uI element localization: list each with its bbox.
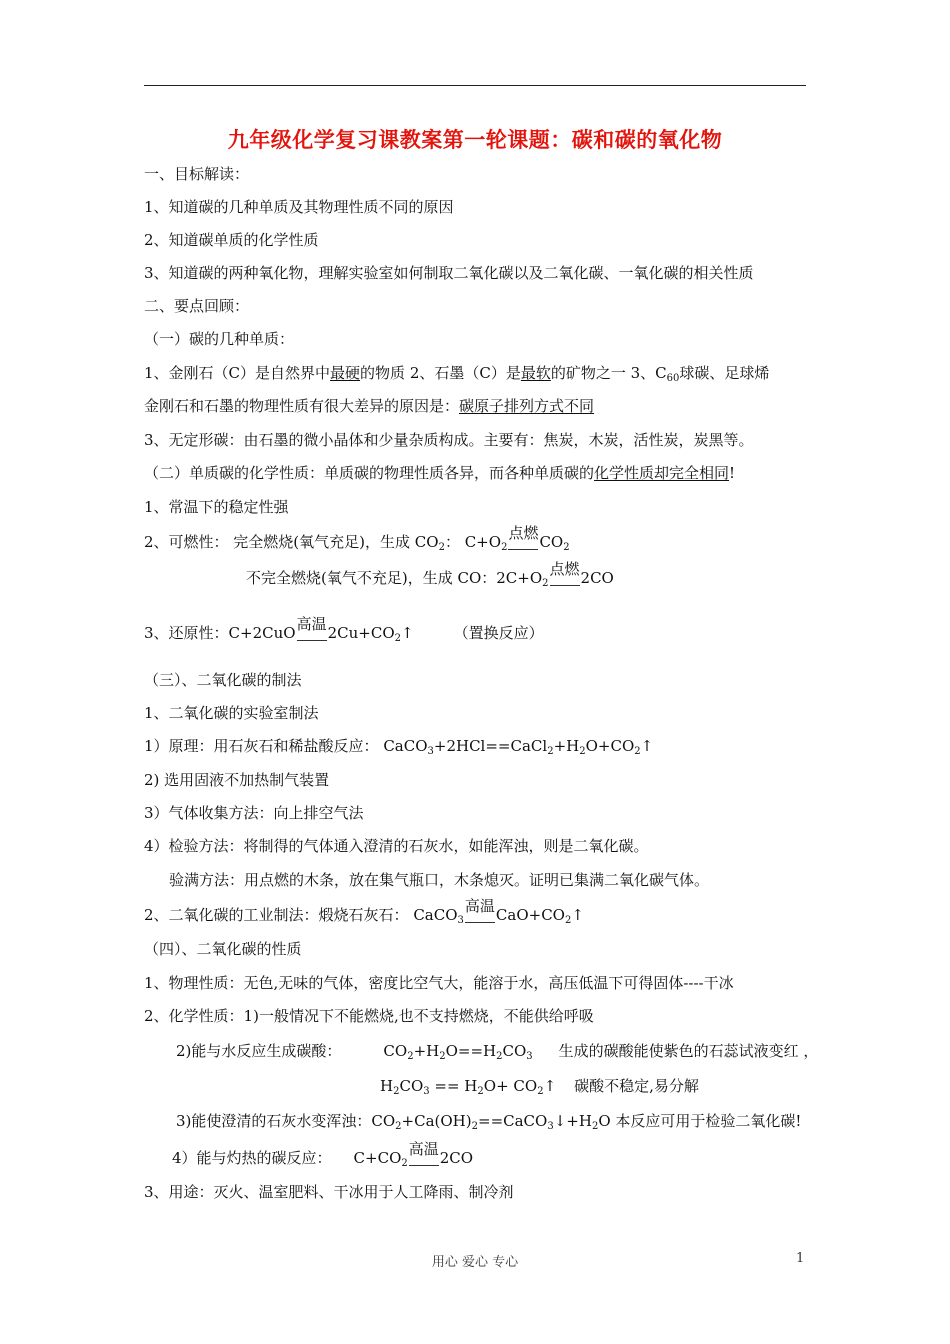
equation-line: $H_2CO_3 == H_2O+$ $CO_2↑$ 碳酸不稳定,易分解 xyxy=(380,1077,699,1097)
goal-item: 1、知道碳的几种单质及其物理性质不同的原因 xyxy=(144,198,454,216)
equation-line: 4）能与灼热的碳反应： $C+CO_2$高温2CO xyxy=(172,1140,474,1169)
page-number: 1 xyxy=(796,1251,805,1266)
underlined-term: 最硬 xyxy=(330,364,361,382)
paragraph-line: 1、二氧化碳的实验室制法 xyxy=(144,704,319,722)
equation-line: 2、可燃性： 完全燃烧(氧气充足)，生成 $CO_2$： $C+O_2$点燃$CO_2$ xyxy=(144,524,570,553)
equation-line: 2、二氧化碳的工业制法：煅烧石灰石： CaCO$_3$高温$CaO+CO_2↑$ xyxy=(144,897,584,926)
paragraph-line: 1、物理性质：无色,无味的气体，密度比空气大，能溶于水，高压低温下可得固体----干冰 xyxy=(144,974,734,992)
page-footer: 用心 爱心 专心 xyxy=(431,1255,519,1270)
paragraph-line: 3）气体收集方法：向上排空气法 xyxy=(144,804,364,822)
underlined-term: 碳原子排列方式不同 xyxy=(459,397,595,415)
section-heading: （四）、二氧化碳的性质 xyxy=(144,940,302,958)
section-heading: （三）、二氧化碳的制法 xyxy=(144,671,302,689)
section-heading: 一、目标解读： xyxy=(144,165,250,183)
paragraph-line: 2) 选用固液不加热制气装置 xyxy=(144,771,330,789)
underlined-term: 化学性质却完全相同 xyxy=(594,464,730,482)
paragraph-line: 3、用途：灭火、温室肥料、干冰用于人工降雨、制冷剂 xyxy=(144,1183,514,1201)
paragraph-line: 验满方法：用点燃的木条，放在集气瓶口，木条熄灭。证明已集满二氧化碳气体。 xyxy=(169,871,710,889)
paragraph-line: 1、金刚石（C）是自然界中最硬的物质 2、石墨（C）是最软的矿物之一 3、$C_{60}$球碳、足球烯 xyxy=(144,364,770,384)
reaction-condition: 高温 xyxy=(409,1151,439,1166)
equation-line: 2)能与水反应生成碳酸： $CO_2+H_2O==H_2CO_3$ 生成的碳酸能使紫色的石蕊试液变红 ， xyxy=(176,1042,819,1062)
paragraph-line: 4）检验方法：将制得的气体通入澄清的石灰水，如能浑浊，则是二氧化碳。 xyxy=(144,837,649,855)
reaction-condition: 高温 xyxy=(297,626,327,641)
paragraph-line: 2、化学性质：1)一般情况下不能燃烧,也不支持燃烧，不能供给呼吸 xyxy=(144,1007,594,1025)
equation-line: 3、还原性：C+2CuO高温$2Cu+CO_2↑$ （置换反应） xyxy=(144,615,544,644)
underlined-term: 最软 xyxy=(520,364,551,382)
paragraph-line: 3、无定形碳：由石墨的微小晶体和少量杂质构成。主要有：焦炭，木炭，活性炭，炭黑等。 xyxy=(144,431,754,449)
equation-line: 1）原理：用石灰石和稀盐酸反应： $CaCO_3+2HCl==CaCl_2+H_2O+CO_2↑$ xyxy=(144,737,654,757)
reaction-condition: 点燃 xyxy=(508,535,538,550)
subsection-heading: （一）碳的几种单质： xyxy=(144,330,295,348)
equation-line: 3)能使澄清的石灰水变浑浊：$CO_2+Ca(OH)_2==CaCO_3↓+H_2O$ 本反应可用于检验二氧化碳! xyxy=(176,1112,802,1132)
reaction-condition: 点燃 xyxy=(550,571,580,586)
paragraph-line: 1、常温下的稳定性强 xyxy=(144,498,289,516)
paragraph-line: 金刚石和石墨的物理性质有很大差异的原因是：碳原子排列方式不同 xyxy=(144,397,595,415)
reaction-condition: 高温 xyxy=(465,908,495,923)
header-rule xyxy=(144,85,806,86)
equation-line: 不完全燃烧(氧气不充足)，生成 CO：$2C+O_2$点燃2CO xyxy=(246,560,614,589)
goal-item: 3、知道碳的两种氧化物，理解实验室如何制取二氧化碳以及二氧化碳、一氧化碳的相关性质 xyxy=(144,264,754,282)
subsection-heading: （二）单质碳的化学性质：单质碳的物理性质各异，而各种单质碳的化学性质却完全相同! xyxy=(144,464,736,482)
page-title: 九年级化学复习课教案第一轮课题：碳和碳的氧化物 xyxy=(227,128,723,152)
goal-item: 2、知道碳单质的化学性质 xyxy=(144,231,319,249)
section-heading: 二、要点回顾： xyxy=(144,297,250,315)
